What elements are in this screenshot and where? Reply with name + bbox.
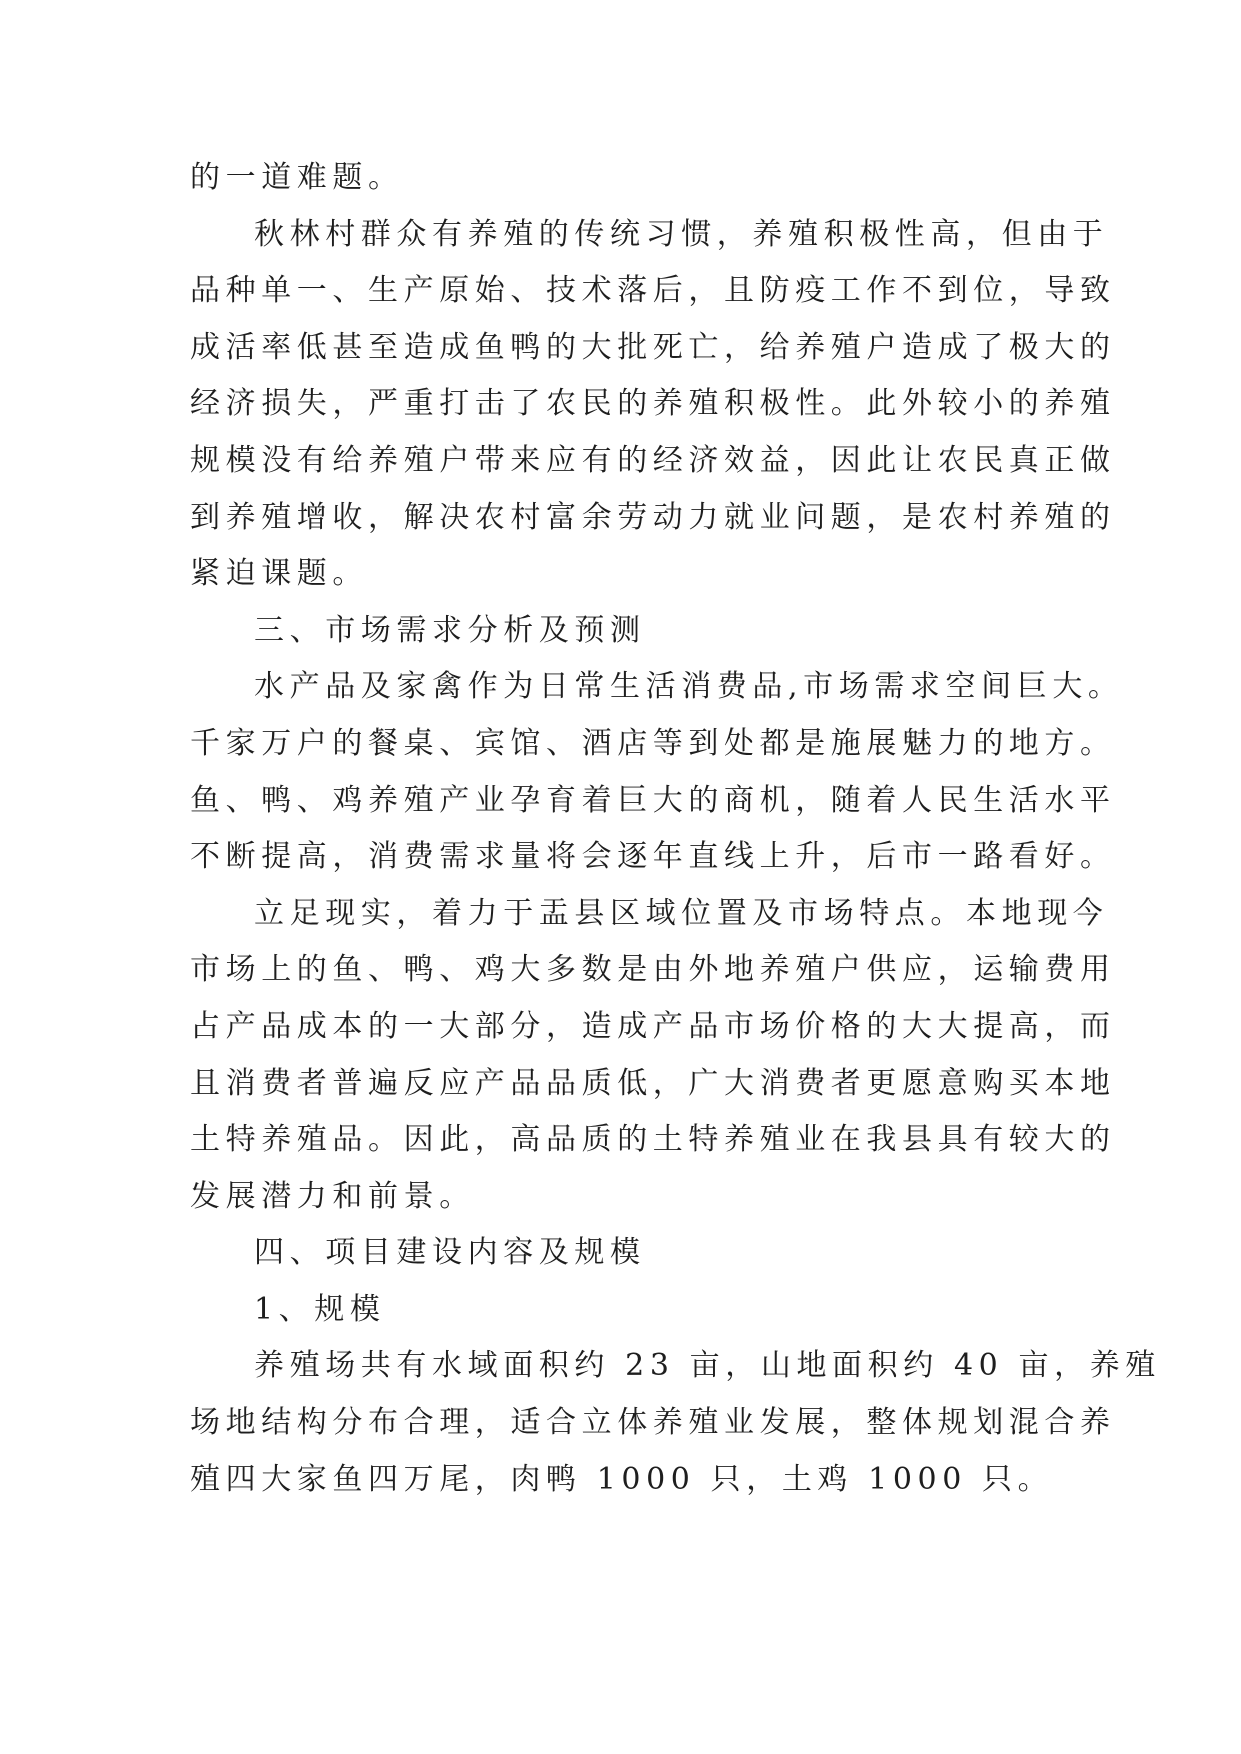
text-line: 秋林村群众有养殖的传统习惯，养殖积极性高，但由于 (254, 216, 1109, 252)
text-line: 品种单一、生产原始、技术落后，且防疫工作不到位，导致 (190, 273, 1116, 309)
text-line: 发展潜力和前景。 (190, 1178, 475, 1214)
text-line: 殖四大家鱼四万尾，肉鸭 1000 只，土鸡 1000 只。 (190, 1461, 1054, 1497)
text-line: 规模没有给养殖户带来应有的经济效益，因此让农民真正做 (190, 442, 1116, 478)
text-line: 土特养殖品。因此，高品质的土特养殖业在我县具有较大的 (190, 1122, 1116, 1158)
text-line: 紧迫课题。 (190, 556, 368, 592)
text-line: 成活率低甚至造成鱼鸭的大批死亡，给养殖户造成了极大的 (190, 329, 1116, 365)
text-line: 占产品成本的一大部分，造成产品市场价格的大大提高，而 (190, 1008, 1116, 1044)
body-text (190, 150, 1161, 1508)
text-line: 四、项目建设内容及规模 (254, 1235, 646, 1271)
text-line: 养殖场共有水域面积约 23 亩，山地面积约 40 亩，养殖 (254, 1348, 1161, 1384)
text-line: 场地结构分布合理，适合立体养殖业发展，整体规划混合养 (190, 1405, 1116, 1441)
text-line: 千家万户的餐桌、宾馆、酒店等到处都是施展魅力的地方。 (190, 725, 1116, 761)
text-line: 鱼、鸭、鸡养殖产业孕育着巨大的商机，随着人民生活水平 (190, 782, 1116, 818)
text-line: 水产品及家禽作为日常生活消费品,市场需求空间巨大。 (254, 669, 1124, 705)
text-line: 经济损失，严重打击了农民的养殖积极性。此外较小的养殖 (190, 386, 1116, 422)
text-line: 到养殖增收，解决农村富余劳动力就业问题，是农村养殖的 (190, 499, 1116, 535)
text-line: 三、市场需求分析及预测 (254, 612, 646, 648)
text-line: 立足现实，着力于盂县区域位置及市场特点。本地现今 (254, 895, 1109, 931)
text-line: 且消费者普遍反应产品品质低，广大消费者更愿意购买本地 (190, 1065, 1116, 1101)
text-line: 的一道难题。 (190, 160, 404, 195)
text-line: 1、规模 (254, 1291, 386, 1327)
text-line: 不断提高，消费需求量将会逐年直线上升，后市一路看好。 (190, 839, 1116, 875)
text-line: 市场上的鱼、鸭、鸡大多数是由外地养殖户供应，运输费用 (190, 952, 1116, 988)
